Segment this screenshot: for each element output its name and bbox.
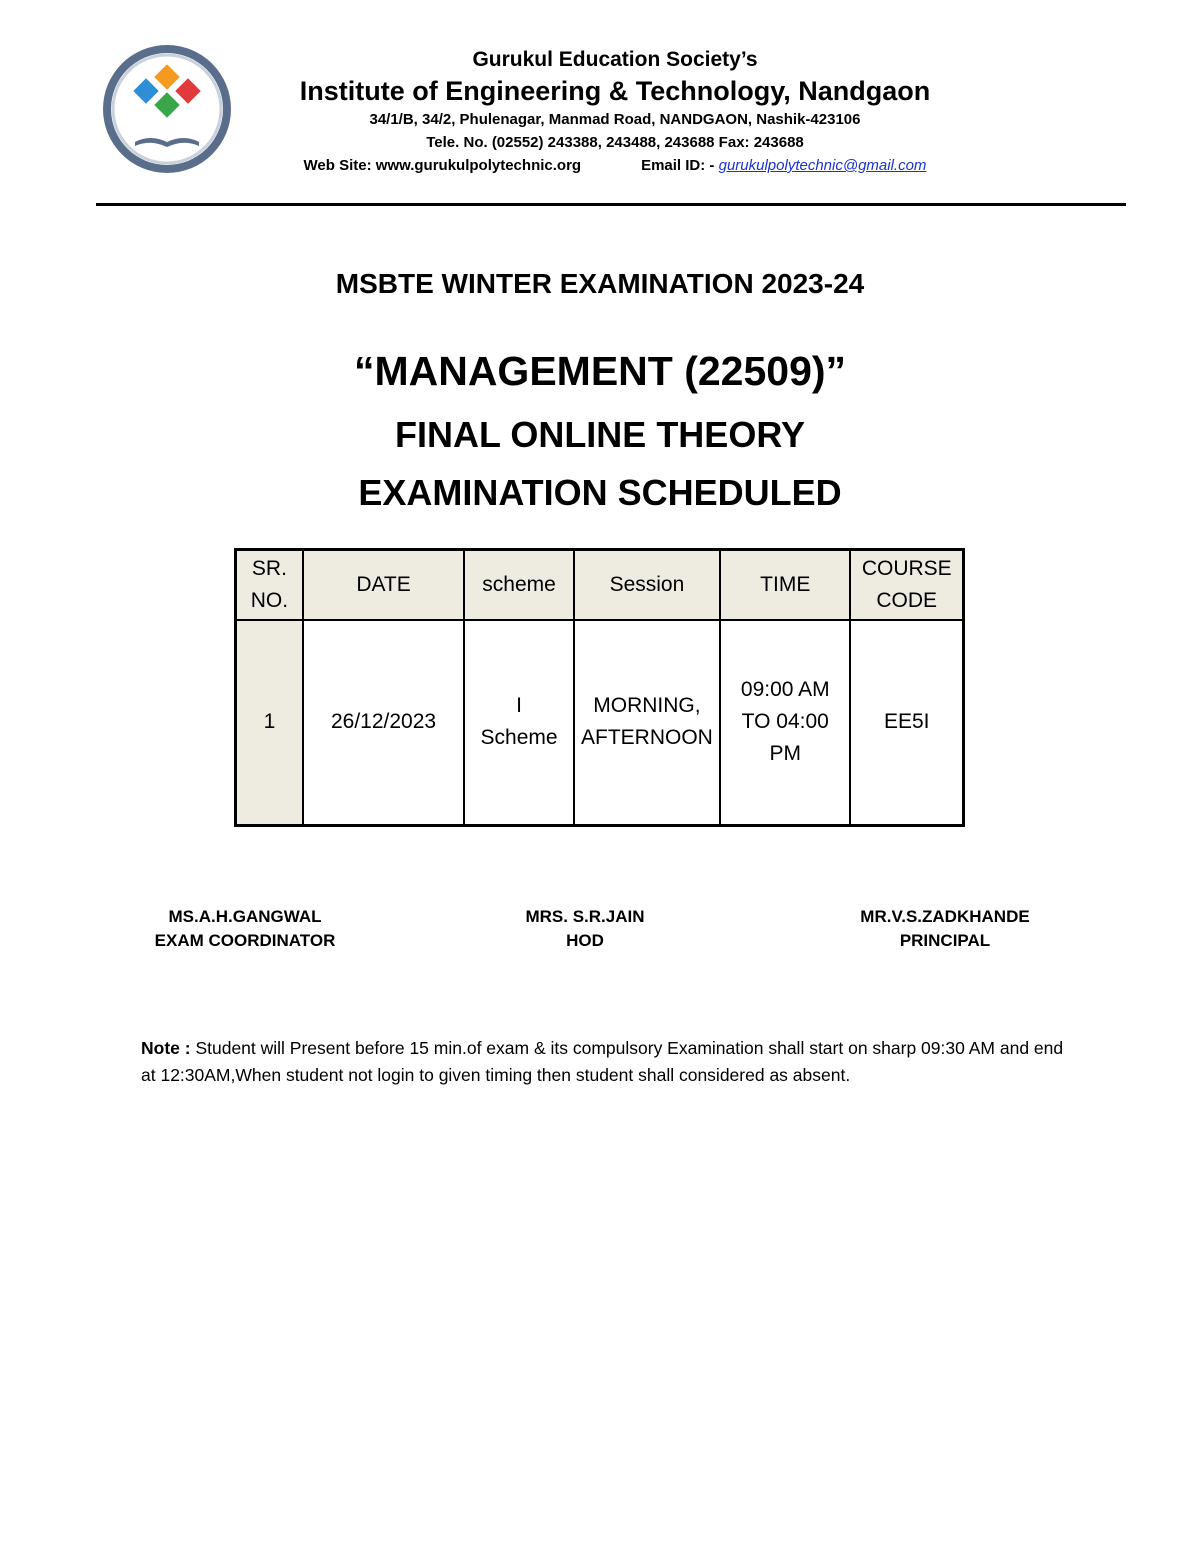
- signatory-role: PRINCIPAL: [899, 931, 991, 950]
- exam-note: [141, 1035, 1071, 1089]
- signatory-principal: [840, 905, 1050, 953]
- cell-scheme-line-2: Scheme: [480, 726, 558, 750]
- cell-sr-no: 1: [236, 620, 303, 825]
- cell-date: 26/12/2023: [303, 620, 464, 825]
- institute-logo-icon: [100, 42, 234, 176]
- exam-heading-line-2: EXAMINATION SCHEDULED: [358, 472, 842, 513]
- cell-time-line-3: PM: [769, 742, 802, 766]
- signatory-hod: [500, 905, 670, 953]
- table-header-row: [236, 550, 964, 621]
- header-time: TIME: [720, 550, 850, 621]
- note-label: Note :: [141, 1038, 191, 1058]
- institute-telephone: Tele. No. (02552) 243388, 243488, 243688 Fax: 243688: [426, 134, 804, 151]
- cell-scheme-line-1: I: [516, 694, 522, 718]
- note-text: Student will Present before 15 min.of exam & its compulsory Examination shall start on sharp 09:30 AM and end at 12:30AM,When student not login to given timing then student shall considered as absent.: [141, 1038, 1064, 1085]
- header-course-line-2: CODE: [876, 589, 938, 612]
- cell-course-code: EE5I: [850, 620, 963, 825]
- signatory-name: MR.V.S.ZADKHANDE: [860, 907, 1030, 926]
- header-sr-line-1: SR.: [251, 557, 287, 580]
- signatory-name: MS.A.H.GANGWAL: [168, 907, 322, 926]
- table-row: [236, 620, 964, 825]
- header-session: Session: [574, 550, 720, 621]
- cell-time: [720, 620, 850, 825]
- cell-session: [574, 620, 720, 825]
- email-label: Email ID: -: [641, 157, 715, 174]
- header-divider: [96, 203, 1126, 206]
- exam-title: MSBTE WINTER EXAMINATION 2023-24: [335, 268, 865, 299]
- header-date: DATE: [303, 550, 464, 621]
- header-course-line-1: COURSE: [861, 557, 952, 580]
- institute-logo: [100, 42, 234, 176]
- cell-session-line-2: AFTERNOON: [581, 726, 713, 750]
- header-scheme: scheme: [464, 550, 574, 621]
- header-sr-line-2: NO.: [250, 589, 289, 612]
- signatory-role: HOD: [566, 931, 604, 950]
- signatory-role: EXAM COORDINATOR: [154, 931, 336, 950]
- subject-title: “MANAGEMENT (22509)”: [353, 348, 847, 394]
- cell-session-line-1: MORNING,: [593, 694, 701, 718]
- letterhead: [240, 46, 990, 178]
- institute-name: Institute of Engineering & Technology, Nandgaon: [299, 76, 931, 106]
- cell-scheme: [464, 620, 574, 825]
- signatory-exam-coordinator: [140, 905, 350, 953]
- exam-heading-line-1: FINAL ONLINE THEORY: [394, 414, 805, 455]
- schedule-table: [234, 548, 965, 827]
- header-sr-no: [236, 550, 303, 621]
- cell-time-line-2: TO 04:00: [741, 710, 829, 734]
- contact-row: [240, 154, 990, 178]
- signatory-name: MRS. S.R.JAIN: [525, 907, 645, 926]
- email-link[interactable]: gurukulpolytechnic@gmail.com: [718, 157, 927, 174]
- society-name: Gurukul Education Society’s: [472, 48, 758, 71]
- institute-address: 34/1/B, 34/2, Phulenagar, Manmad Road, NANDGAON, Nashik-423106: [369, 111, 861, 128]
- header-course-code: [850, 550, 963, 621]
- website-text: Web Site: www.gurukulpolytechnic.org: [303, 157, 582, 174]
- cell-time-line-1: 09:00 AM: [740, 678, 830, 702]
